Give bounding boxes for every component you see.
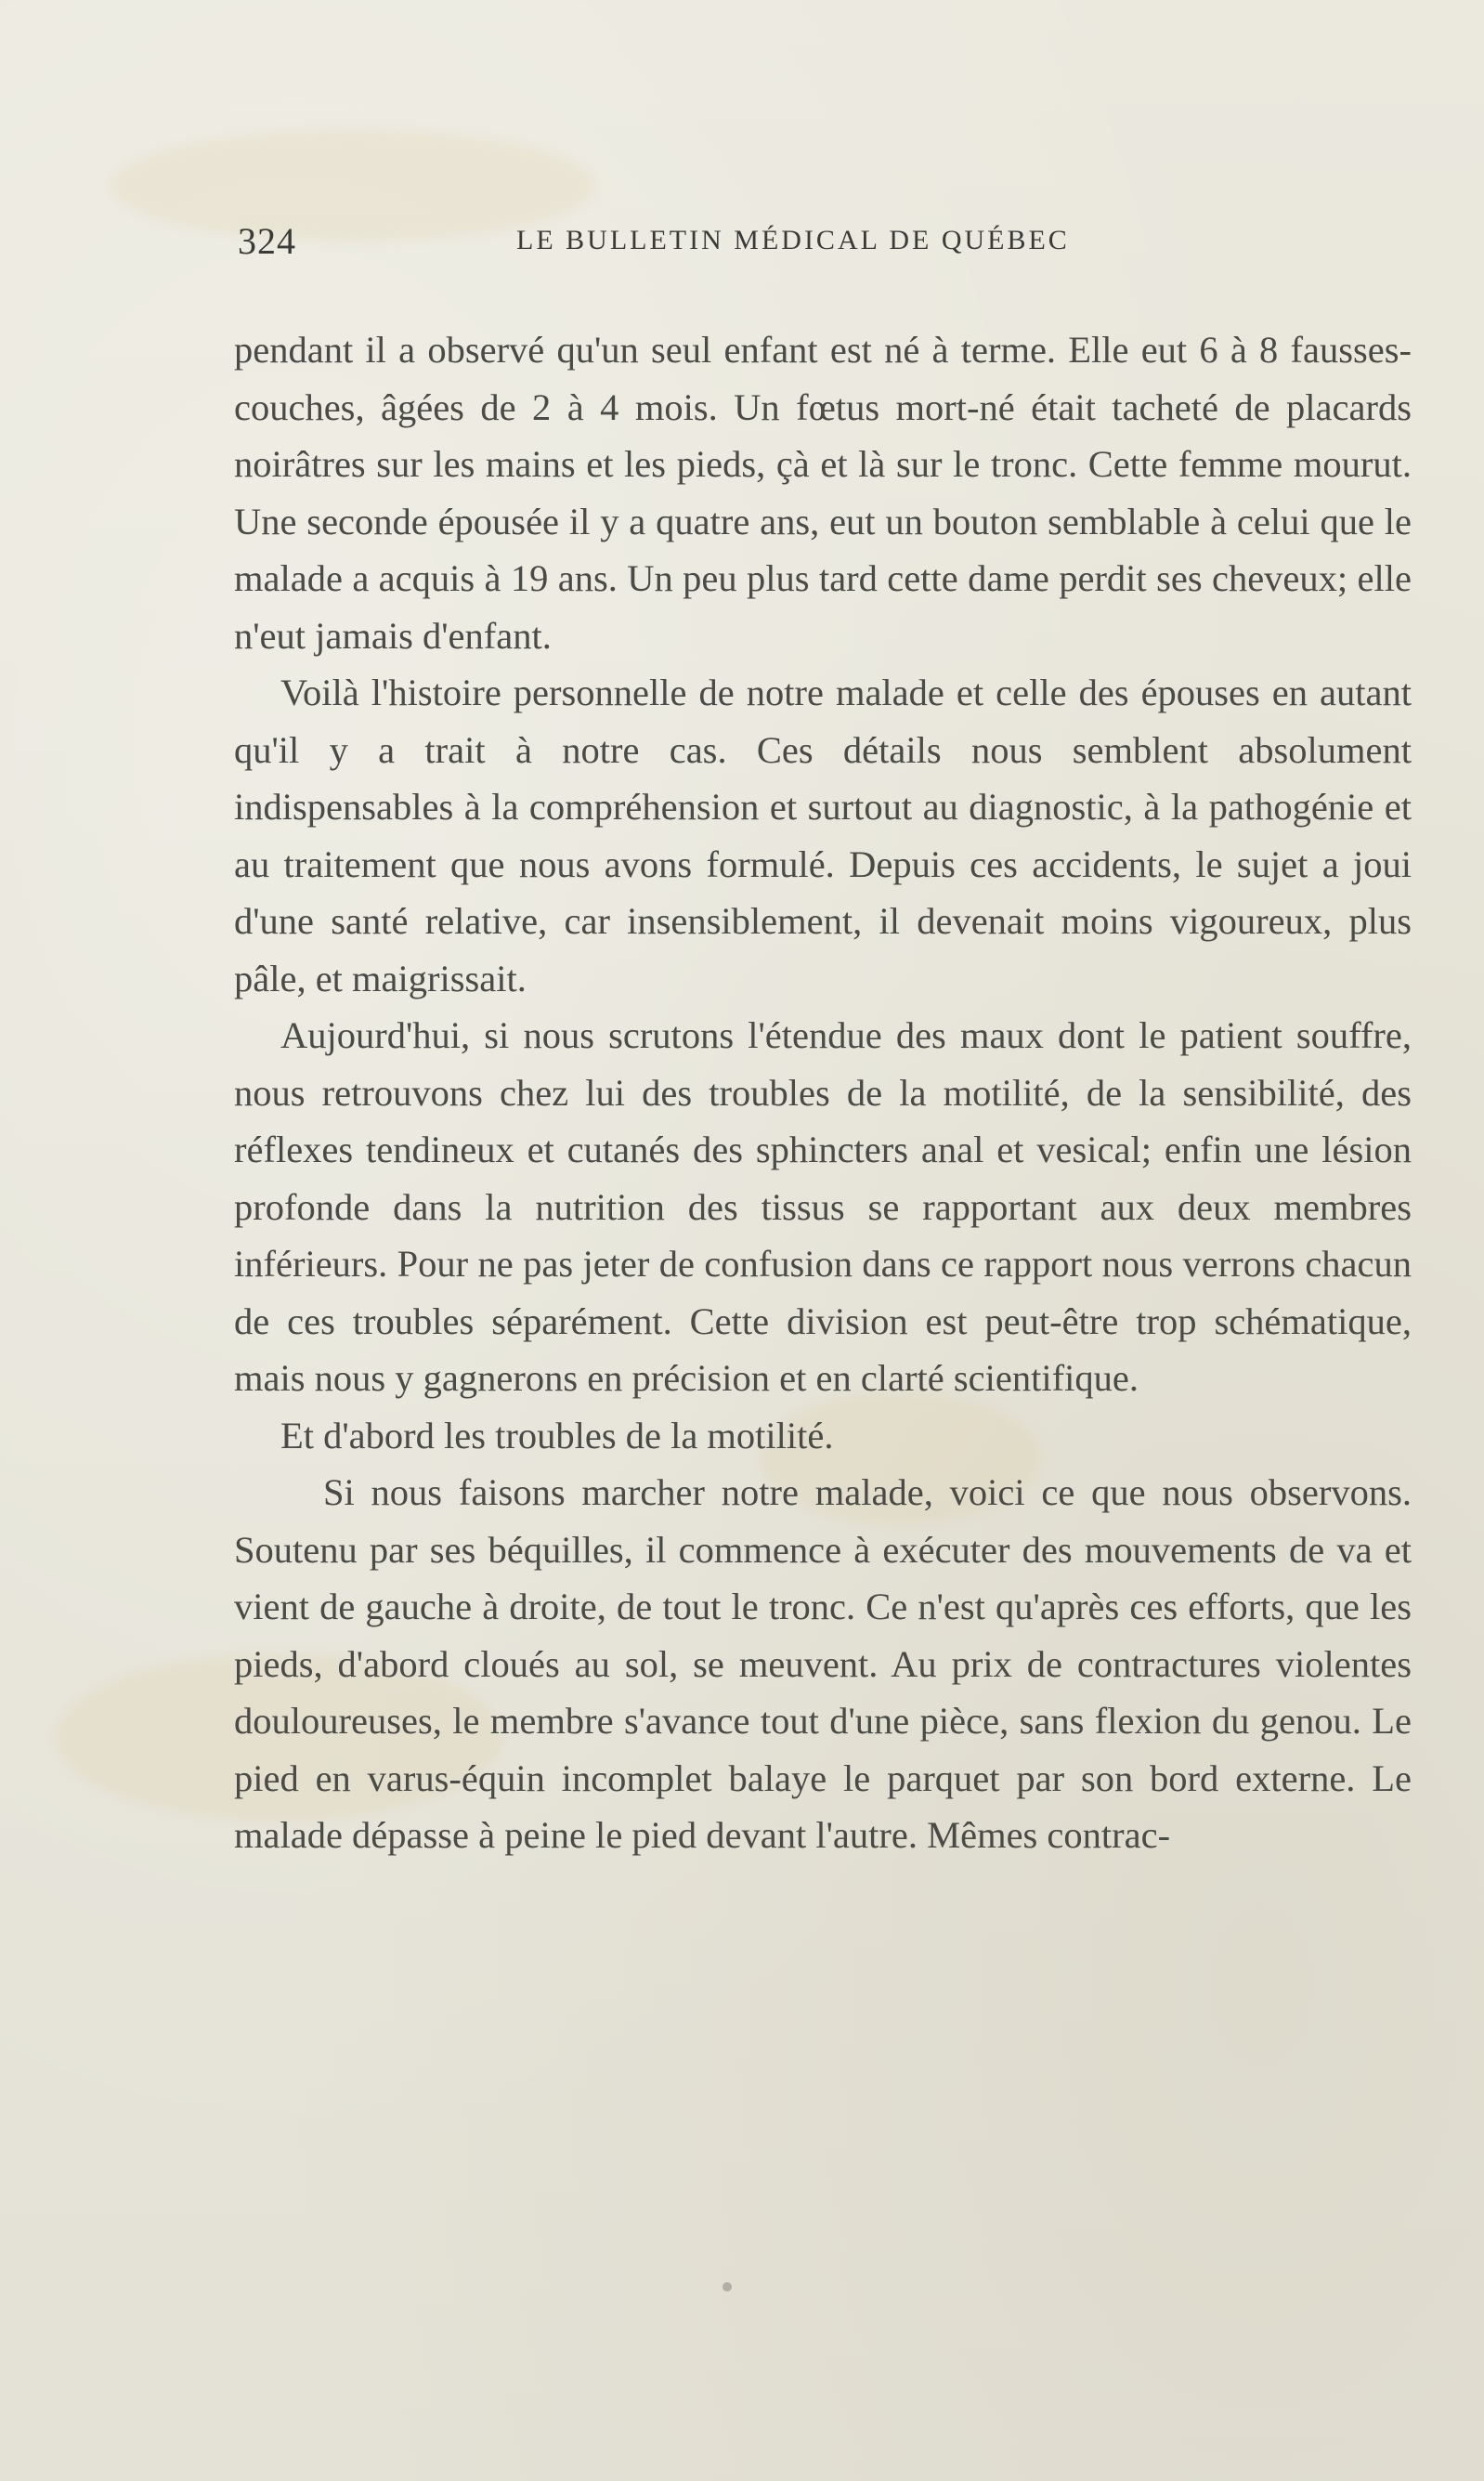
page-number: 324	[238, 220, 296, 262]
section-lead: Et d'abord les troubles de la motilité.	[280, 1414, 834, 1456]
footer-dot	[722, 2282, 732, 2292]
paragraph: Voilà l'histoire personnelle de notre malade et celle des épouses en autant qu'il y a trait à notre cas. Ces détails nous semblent absolument indispensables à la compréhension et surtout au diagnostic, à la pathogénie et au traitement que nous avons formulé. Depuis ces accidents, le sujet a joui d'une santé relative, car insensiblement, il devenait moins vigoureux, plus pâle, et maigrissait.	[234, 672, 1412, 999]
page-header	[238, 219, 1412, 264]
paragraph: pendant il a observé qu'un seul enfant est né à terme. Elle eut 6 à 8 fausses-couches, âgées de 2 à 4 mois. Un fœtus mort-né était tacheté de placards noirâtres sur les mains et les pieds, çà et là sur le tronc. Cette femme mourut. Une seconde épousée il y a quatre ans, eut un bouton semblable à celui que le malade a acquis à 19 ans. Un peu plus tard cette dame perdit ses cheveux; elle n'eut jamais d'enfant.	[234, 329, 1412, 657]
paragraph: Aujourd'hui, si nous scrutons l'étendue des maux dont le patient souffre, nous retrouvons chez lui des troubles de la motilité, de la sensibilité, des réflexes tendineux et cutanés des sphincters anal et vesical; enfin une lésion profonde dans la nutrition des tissus se rapportant aux deux membres inférieurs. Pour ne pas jeter de confusion dans ce rapport nous verrons chacun de ces troubles séparément. Cette division est peut-être trop schématique, mais nous y gagnerons en précision et en clarté scientifique.	[234, 1014, 1412, 1399]
paragraph: Si nous faisons marcher notre malade, voici ce que nous observons. Soutenu par ses béquilles, il commence à exécuter des mouvements de va et vient de gauche à droite, de tout le tronc. Ce n'est qu'après ces efforts, que les pieds, d'abord cloués au sol, se meuvent. Au prix de contractures violentes douloureuses, le membre s'avance tout d'une pièce, sans flexion du genou. Le pied en varus-équin incomplet balaye le parquet par son bord externe. Le malade dépasse à peine le pied devant l'autre. Mêmes contrac-	[234, 1471, 1412, 1856]
running-title: LE BULLETIN MÉDICAL DE QUÉBEC	[516, 225, 1070, 255]
article-body	[234, 321, 1412, 1864]
